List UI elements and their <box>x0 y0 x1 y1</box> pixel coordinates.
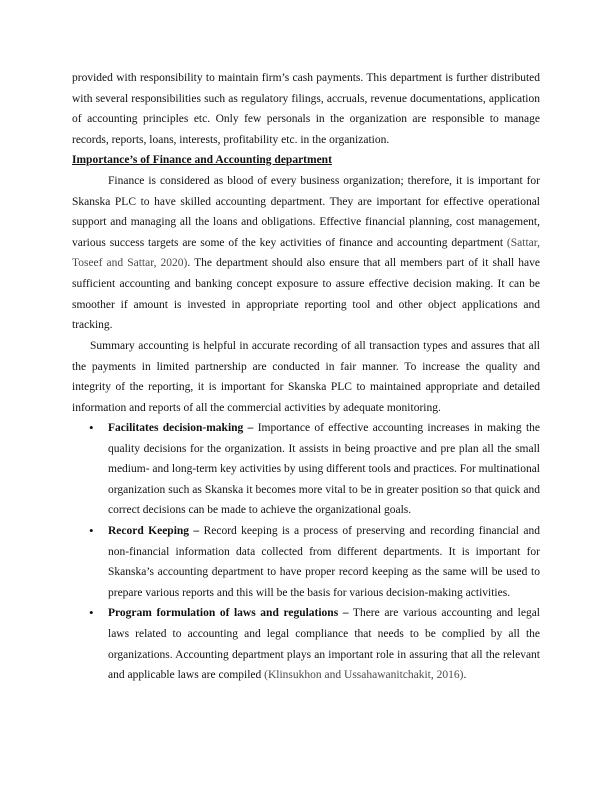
list-item <box>72 418 540 521</box>
bullet-icon: • <box>89 522 94 538</box>
paragraph-intro: provided with responsibility to maintain firm’s cash payments. This department is further distributed with several responsibilities such as regulatory filings, accruals, revenue documentations, application of accounting principles etc. Only few personals in the organization are responsible to manage records, reports, loans, interests, profitability etc. in the organization. <box>72 72 540 146</box>
bullet-text: Record keeping is a process of preserving and recording financial and non-financial information data collected from different departments. It is important for Skanska’s accounting department to have proper record keeping as the same will be used to prepare various reports and this will be the basis for various decision-making activities. <box>108 524 540 599</box>
bullet-list <box>72 418 540 686</box>
paragraph-text: Finance is considered as blood of every business organization; therefore, it is important for Skanska PLC to have skilled accounting department. They are important for effective operational support and managing all the loans and obligations. Effective financial planning, cost management, various success targets are some of the key activities of finance and accounting department <box>72 175 540 249</box>
bullet-lead: Facilitates decision-making – <box>108 422 254 434</box>
citation: (Sattar, Toseef and Sattar, 2020) <box>72 236 540 270</box>
bullet-lead: Record Keeping – <box>108 524 200 537</box>
bullet-icon: • <box>89 420 94 435</box>
bullet-lead: Program formulation of laws and regulations – <box>108 607 349 620</box>
section-heading: Importance’s of Finance and Accounting department <box>72 154 332 166</box>
bullet-text: Importance of effective accounting increases in making the quality decisions for the organization. It assists in being proactive and pre plan all the small medium- and long-term key activities by using different tools and practices. For multinational organization such as Skanska it becomes more vital to be in greater position so that quick and correct decisions can be made to achieve the organizational goals. <box>108 422 540 517</box>
list-item <box>72 521 540 603</box>
paragraph-text: . The department should also ensure that all members part of it shall have sufficient accounting and banking concept exposure to assure effective decision making. It can be smoother if amount is invested in appropriate reporting tool and other object applications and tracking. <box>72 257 540 332</box>
paragraph-summary: Summary accounting is helpful in accurate recording of all transaction types and assures that all the payments in limited partnership are conducted in fair manner. To increase the quality and integrity of the reporting, it is important for Skanska PLC to maintained appropriate and detailed information and reports of all the commercial activities by adequate monitoring. <box>72 340 540 414</box>
bullet-text-end: . <box>463 669 467 682</box>
bullet-text: There are various accounting and legal laws related to accounting and legal compliance that needs to be complied by all the organizations. Accounting department plays an important role in assuring that all the relevant and applicable laws are compiled <box>108 607 540 682</box>
paragraph-finance <box>72 171 540 336</box>
bullet-icon: • <box>89 605 94 621</box>
citation: (Klinsukhon and Ussahawanitchakit, 2016) <box>264 669 464 682</box>
list-item <box>72 603 540 685</box>
